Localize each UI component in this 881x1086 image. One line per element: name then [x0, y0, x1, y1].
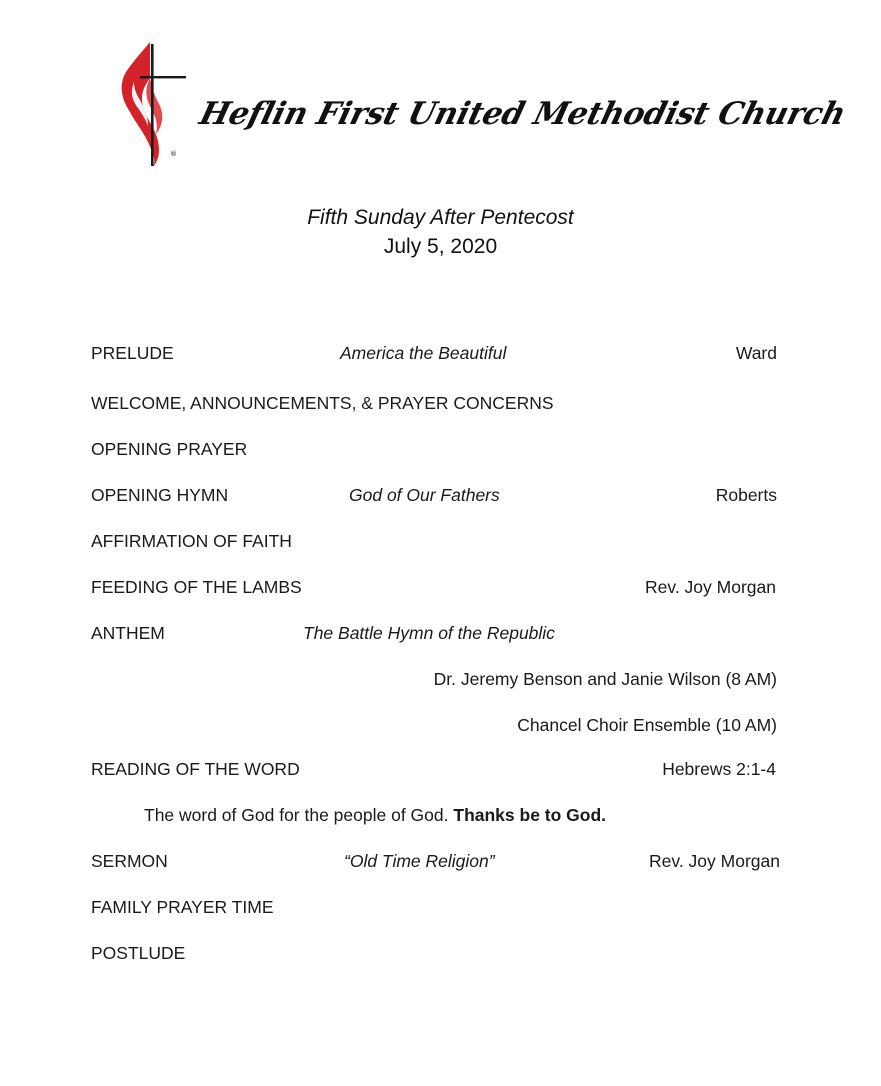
opening-prayer-label: OPENING PRAYER — [91, 439, 248, 459]
sermon-label: SERMON — [91, 851, 168, 871]
reading-response — [144, 804, 606, 826]
opening-hymn-title: God of Our Fathers — [349, 485, 500, 505]
service-date: July 5, 2020 — [383, 235, 498, 258]
anthem-label: ANTHEM — [91, 623, 165, 643]
prelude-label: PRELUDE — [91, 343, 174, 363]
family-prayer-label: FAMILY PRAYER TIME — [91, 897, 274, 917]
affirmation-label: AFFIRMATION OF FAITH — [91, 531, 292, 551]
postlude-label: POSTLUDE — [91, 943, 186, 963]
liturgical-day: Fifth Sunday After Pentecost — [307, 206, 574, 229]
feeding-credit: Rev. Joy Morgan — [645, 577, 776, 597]
opening-hymn-credit: Roberts — [715, 485, 777, 505]
reading-credit: Hebrews 2:1-4 — [662, 759, 776, 779]
feeding-label: FEEDING OF THE LAMBS — [91, 577, 302, 597]
prelude-title: America the Beautiful — [340, 343, 507, 363]
sermon-title: “Old Time Religion” — [344, 851, 495, 871]
welcome-label: WELCOME, ANNOUNCEMENTS, & PRAYER CONCERNS — [91, 393, 554, 413]
anthem-credit-10am: Chancel Choir Ensemble (10 AM) — [517, 715, 777, 735]
sermon-credit: Rev. Joy Morgan — [649, 851, 780, 871]
anthem-credit-8am: Dr. Jeremy Benson and Janie Wilson (8 AM) — [433, 669, 777, 689]
church-name: Heflin First United Methodist Church — [196, 96, 850, 132]
cross-and-flame-logo-icon — [112, 34, 192, 168]
reading-label: READING OF THE WORD — [91, 759, 300, 779]
prelude-credit: Ward — [735, 343, 777, 363]
registered-mark: ® — [170, 150, 177, 158]
anthem-title: The Battle Hymn of the Republic — [303, 623, 555, 643]
reading-response-bold: Thanks be to God. — [453, 805, 607, 825]
opening-hymn-label: OPENING HYMN — [91, 485, 229, 505]
reading-response-text: The word of God for the people of God. — [144, 805, 449, 825]
